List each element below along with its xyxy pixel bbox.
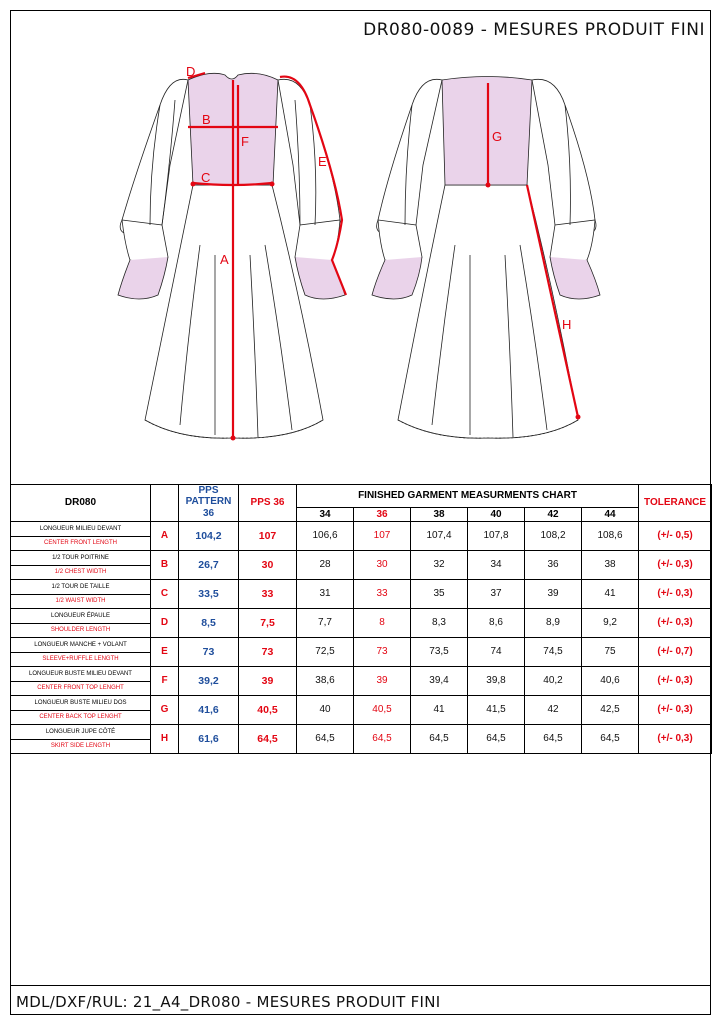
page-title: DR080-0089 - MESURES PRODUIT FINI: [363, 20, 705, 40]
tolerance-value: (+/- 0,7): [639, 637, 712, 666]
size-header: 34: [297, 507, 354, 521]
measure-name-fr: LONGUEUR MANCHE + VOLANT: [11, 637, 151, 652]
label-f: F: [241, 134, 249, 149]
table-row: [11, 579, 712, 594]
size-value: 64,5: [354, 724, 411, 753]
pps-pattern-value: 26,7: [179, 550, 239, 579]
tolerance-value: (+/- 0,3): [639, 666, 712, 695]
size-value: 36: [525, 550, 582, 579]
size-value: 106,6: [297, 521, 354, 550]
footer-title: MDL/DXF/RUL: 21_A4_DR080 - MESURES PRODUIT FINI: [16, 993, 441, 1011]
size-value: 35: [411, 579, 468, 608]
size-value: 64,5: [411, 724, 468, 753]
size-value: 39: [354, 666, 411, 695]
table-row: [11, 521, 712, 536]
table-row: [11, 608, 712, 623]
size-value: 64,5: [297, 724, 354, 753]
table-code-header: DR080: [11, 485, 151, 522]
tolerance-value: (+/- 0,5): [639, 521, 712, 550]
size-value: 40,5: [354, 695, 411, 724]
size-header: 38: [411, 507, 468, 521]
tolerance-value: (+/- 0,3): [639, 579, 712, 608]
size-value: 75: [582, 637, 639, 666]
tolerance-value: (+/- 0,3): [639, 608, 712, 637]
size-value: 8,9: [525, 608, 582, 637]
label-c: C: [201, 170, 211, 185]
size-value: 32: [411, 550, 468, 579]
table-row: [11, 666, 712, 681]
size-value: 42,5: [582, 695, 639, 724]
size-value: 73: [354, 637, 411, 666]
size-header: 36: [354, 507, 411, 521]
size-value: 107,4: [411, 521, 468, 550]
size-value: 28: [297, 550, 354, 579]
measure-name-en: SLEEVE+RUFFLE LENGTH: [11, 652, 151, 666]
pps36-value: 40,5: [239, 695, 297, 724]
tolerance-value: (+/- 0,3): [639, 695, 712, 724]
pps-pattern-size: 36: [179, 507, 239, 521]
measure-name-fr: LONGUEUR BUSTE MILIEU DOS: [11, 695, 151, 710]
size-value: 40: [297, 695, 354, 724]
size-value: 34: [468, 550, 525, 579]
technical-sketches: [10, 45, 711, 480]
pps-pattern-value: 73: [179, 637, 239, 666]
size-header: 44: [582, 507, 639, 521]
pps-pattern-value: 39,2: [179, 666, 239, 695]
size-value: 108,2: [525, 521, 582, 550]
dress-sketches: [10, 45, 711, 480]
measure-letter: D: [151, 608, 179, 637]
label-e: E: [318, 154, 327, 169]
pps36-value: 39: [239, 666, 297, 695]
size-value: 8,6: [468, 608, 525, 637]
size-value: 64,5: [525, 724, 582, 753]
footer-divider: [10, 985, 711, 986]
measure-name-fr: LONGUEUR ÉPAULE: [11, 608, 151, 623]
size-value: 8,3: [411, 608, 468, 637]
measure-name-en: CENTER FRONT TOP LENGHT: [11, 681, 151, 695]
pps-pattern-value: 104,2: [179, 521, 239, 550]
label-b: B: [202, 112, 211, 127]
pps-pattern-value: 61,6: [179, 724, 239, 753]
tolerance-value: (+/- 0,3): [639, 550, 712, 579]
measure-letter: C: [151, 579, 179, 608]
size-value: 7,7: [297, 608, 354, 637]
pps36-value: 7,5: [239, 608, 297, 637]
pps-pattern-value: 33,5: [179, 579, 239, 608]
pps-pattern-value: 41,6: [179, 695, 239, 724]
label-h: H: [562, 317, 572, 332]
size-value: 39,4: [411, 666, 468, 695]
chart-title-header: FINISHED GARMENT MEASURMENTS CHART: [297, 485, 639, 508]
size-value: 9,2: [582, 608, 639, 637]
size-value: 64,5: [468, 724, 525, 753]
measure-letter: B: [151, 550, 179, 579]
size-value: 74,5: [525, 637, 582, 666]
letter-header: [151, 485, 179, 522]
label-g: G: [492, 129, 503, 144]
pps36-value: 64,5: [239, 724, 297, 753]
tolerance-header: TOLERANCE: [639, 485, 712, 522]
size-value: 72,5: [297, 637, 354, 666]
size-value: 107: [354, 521, 411, 550]
size-value: 38: [582, 550, 639, 579]
size-value: 30: [354, 550, 411, 579]
size-value: 39: [525, 579, 582, 608]
size-value: 37: [468, 579, 525, 608]
measure-name-en: 1/2 WAIST WIDTH: [11, 594, 151, 608]
pps36-value: 33: [239, 579, 297, 608]
size-header: 42: [525, 507, 582, 521]
size-header: 40: [468, 507, 525, 521]
table-row: [11, 724, 712, 739]
label-a: A: [220, 252, 229, 267]
table-row: [11, 550, 712, 565]
pps36-value: 107: [239, 521, 297, 550]
size-value: 108,6: [582, 521, 639, 550]
size-value: 40,6: [582, 666, 639, 695]
measurements-table: [10, 484, 712, 754]
label-d: D: [186, 64, 196, 79]
size-value: 41: [582, 579, 639, 608]
size-value: 8: [354, 608, 411, 637]
pps-pattern-header: PPS PATTERN: [179, 485, 239, 508]
measure-name-en: CENTER BACK TOP LENGHT: [11, 710, 151, 724]
table-row: [11, 637, 712, 652]
measure-name-fr: 1/2 TOUR DE TAILLE: [11, 579, 151, 594]
measure-name-en: SHOULDER LENGTH: [11, 623, 151, 637]
measure-letter: A: [151, 521, 179, 550]
size-value: 64,5: [582, 724, 639, 753]
table-row: [11, 695, 712, 710]
size-value: 33: [354, 579, 411, 608]
size-value: 31: [297, 579, 354, 608]
measure-name-en: CENTER FRONT LENGTH: [11, 536, 151, 550]
size-value: 107,8: [468, 521, 525, 550]
size-value: 73,5: [411, 637, 468, 666]
measure-name-fr: LONGUEUR JUPE CÔTÉ: [11, 724, 151, 739]
size-value: 40,2: [525, 666, 582, 695]
measure-letter: E: [151, 637, 179, 666]
size-value: 74: [468, 637, 525, 666]
pps-pattern-value: 8,5: [179, 608, 239, 637]
size-value: 41: [411, 695, 468, 724]
measure-letter: G: [151, 695, 179, 724]
measure-name-fr: 1/2 TOUR POITRINE: [11, 550, 151, 565]
tolerance-value: (+/- 0,3): [639, 724, 712, 753]
size-value: 42: [525, 695, 582, 724]
size-value: 39,8: [468, 666, 525, 695]
back-view-sketch: [372, 77, 600, 439]
pps36-header: PPS 36: [239, 485, 297, 522]
size-value: 41,5: [468, 695, 525, 724]
measure-letter: H: [151, 724, 179, 753]
pps36-value: 30: [239, 550, 297, 579]
size-value: 38,6: [297, 666, 354, 695]
pps36-value: 73: [239, 637, 297, 666]
measure-letter: F: [151, 666, 179, 695]
measure-name-en: 1/2 CHEST WIDTH: [11, 565, 151, 579]
measure-name-en: SKIRT SIDE LENGTH: [11, 739, 151, 753]
measure-name-fr: LONGUEUR MILIEU DEVANT: [11, 521, 151, 536]
measure-name-fr: LONGUEUR BUSTE MILIEU DEVANT: [11, 666, 151, 681]
